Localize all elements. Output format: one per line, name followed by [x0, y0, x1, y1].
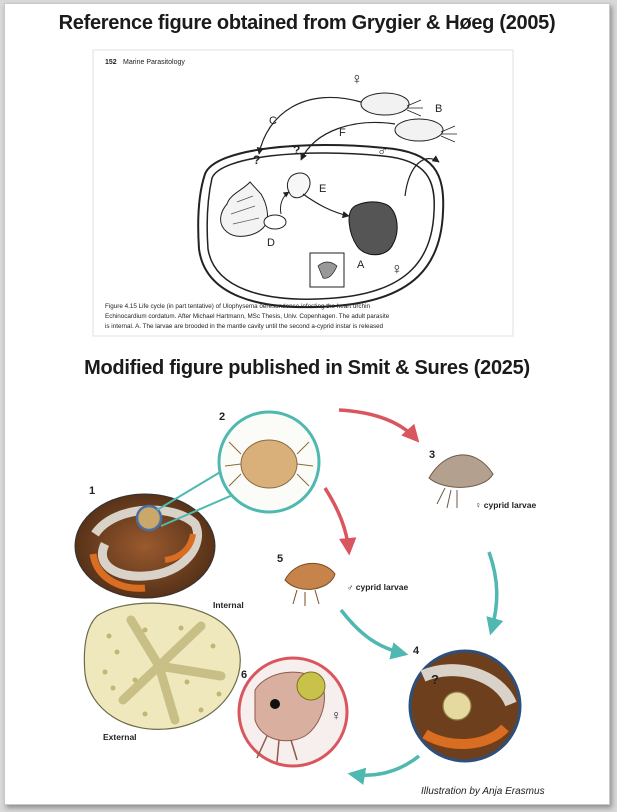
- arrow-2-to-3: [339, 410, 417, 440]
- internal-label: Internal: [213, 600, 244, 610]
- caption-line-1: Figure 4.15 Life cycle (in part tentative) of Ulophysema oeresundense infesting the heart urchin: [105, 303, 370, 310]
- number-2: 2: [219, 411, 226, 423]
- female-symbol-bottom: ♀: [391, 261, 403, 278]
- number-5: 5: [277, 553, 284, 565]
- arrow-4-to-6: [351, 756, 419, 775]
- female-cyprid-ref: [361, 93, 409, 115]
- female-cyprid-label: ♀ cyprid larvae: [475, 500, 537, 510]
- female-symbol-top: ♀: [351, 71, 363, 88]
- vacant-body-D: [264, 215, 286, 229]
- brood-mass: [297, 672, 325, 700]
- question-mark-4: ?: [431, 672, 439, 687]
- modified-figure: [5, 384, 609, 804]
- arrow-2-to-5: [325, 488, 349, 552]
- page-number: 152: [105, 59, 117, 66]
- arrow-5-to-4: [341, 610, 405, 654]
- modified-heading: Modified figure published in Smit & Sures (2025): [84, 357, 530, 379]
- number-4: 4: [413, 645, 420, 657]
- label-D: D: [267, 237, 275, 249]
- male-symbol: ♂: [377, 143, 389, 160]
- label-B: B: [435, 103, 443, 115]
- reference-heading: Reference figure obtained from Grygier & Høeg (2005): [58, 12, 556, 34]
- female-cyprid-legs: [437, 488, 457, 508]
- reference-figure: [5, 44, 609, 354]
- male-cyprid-legs: [293, 590, 319, 606]
- number-6: 6: [241, 669, 248, 681]
- question-middle: ?: [293, 143, 301, 157]
- caption-line-2: Echinocardium cordatum. After Michael Hartmann, MSc Thesis, Univ. Copenhagen. The adult parasite: [105, 313, 390, 320]
- external-label: External: [103, 732, 137, 742]
- juvenile-parasite: [443, 692, 471, 720]
- connector-2: [157, 468, 227, 510]
- figure-sheet: [4, 3, 610, 805]
- male-cyprid-ref: [395, 119, 443, 141]
- label-A: A: [357, 259, 365, 271]
- label-E: E: [319, 183, 327, 195]
- number-1: 1: [89, 485, 96, 497]
- label-C: C: [269, 115, 277, 127]
- running-head: Marine Parasitology: [123, 59, 185, 66]
- parasite-eye: [270, 699, 280, 709]
- caption-line-3: is internal. A. The larvae are brooded in the mantle cavity until the second a-cyprid instar is released: [105, 323, 384, 330]
- illustration-credit: Illustration by Anja Erasmus: [421, 786, 545, 797]
- question-left: ?: [253, 153, 261, 167]
- label-F: F: [339, 127, 346, 139]
- female-cyprid: [429, 455, 493, 487]
- male-cyprid: [285, 563, 335, 589]
- arrow-3-to-4: [489, 552, 497, 632]
- nauplius-larva: [241, 440, 297, 488]
- female-symbol-6: ♀: [331, 707, 342, 723]
- number-3: 3: [429, 449, 436, 461]
- male-cyprid-label: ♂ cyprid larvae: [347, 582, 409, 592]
